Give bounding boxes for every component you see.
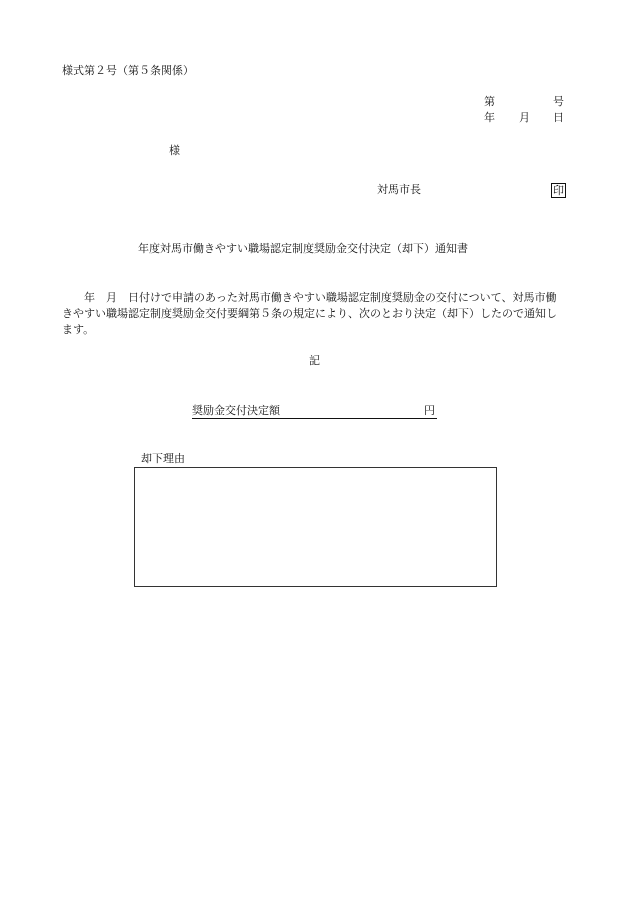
rejection-label: 却下理由 bbox=[141, 452, 185, 465]
body-text: 年 月 日付けで申請のあった対馬市働きやすい職場認定制度奨励金の交付について、対馬市働きやすい職場認定制度奨励金交付要綱第５条の規定により、次のとおり決定（却下）したので通知します。 bbox=[62, 291, 557, 336]
date-year: 年 bbox=[484, 111, 495, 124]
issuer: 対馬市長 bbox=[377, 183, 421, 196]
amount-label: 奨励金交付決定額 bbox=[192, 404, 280, 417]
date-day: 日 bbox=[553, 111, 564, 124]
amount-underline bbox=[192, 418, 437, 419]
addressee-suffix: 様 bbox=[169, 144, 180, 157]
number-go: 号 bbox=[553, 95, 564, 108]
seal-icon: 印 bbox=[553, 184, 564, 197]
document-title: 年度対馬市働きやすい職場認定制度奨励金交付決定（却下）通知書 bbox=[138, 242, 468, 255]
form-number: 様式第２号（第５条関係） bbox=[62, 64, 194, 77]
date-month: 月 bbox=[519, 111, 530, 124]
number-dai: 第 bbox=[484, 95, 495, 108]
rejection-reason-box[interactable] bbox=[134, 467, 497, 587]
amount-unit: 円 bbox=[424, 404, 435, 417]
ki-heading: 記 bbox=[309, 354, 320, 367]
